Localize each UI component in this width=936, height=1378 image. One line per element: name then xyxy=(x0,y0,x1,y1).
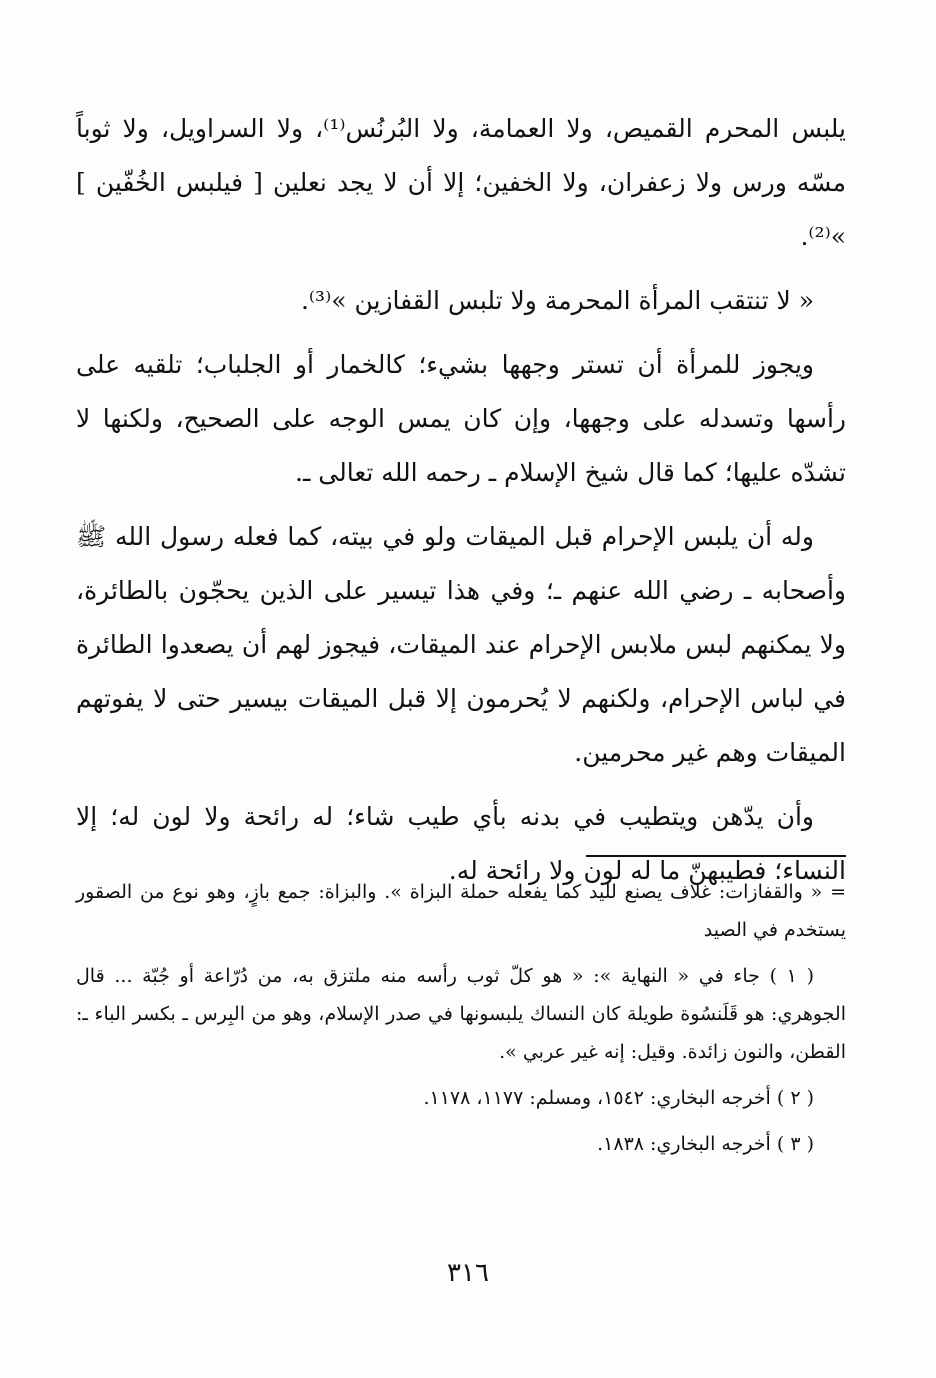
footnote-divider xyxy=(586,855,846,857)
paragraph-woman-niqab: « لا تنتقب المرأة المحرمة ولا تلبس القفازين »⁽³⁾. xyxy=(300,286,814,315)
footnote-continued: = « والقفازات: غلاف يصنع لليد كما يفعله حملة البزاة ». والبزاة: جمع بازٍ، وهو نوع من الصقور يستخدم في الصيد xyxy=(76,881,846,941)
paragraph-woman-cover-face: ويجوز للمرأة أن تستر وجهها بشيء؛ كالخمار أو الجلباب؛ تلقيه على رأسها وتسدله على وجهها، وإن كان يمس الوجه على الصحيح، ولكنها لا تشدّه عليها؛ كما قال شيخ الإسلام ـ رحمه الله تعالى ـ. xyxy=(76,350,846,487)
footnote-2: ( ٢ ) أخرجه البخاري: ١٥٤٢، ومسلم: ١١٧٧، ١١٧٨. xyxy=(423,1087,814,1109)
footnote-1: ( ١ ) جاء في « النهاية »: « هو كلّ ثوب رأسه منه ملتزق به، من دُرّاعة أو جُبّة ... قال الجوهري: هو قَلَنسُوة طويلة كان النساك يلبسونها في صدر الإسلام، وهو من البِرس ـ بكسر الباء ـ: القطن، والنون زائدة. وقيل: إنه غير عربي ». xyxy=(76,965,846,1063)
paragraph-ihram-before-miqat: وله أن يلبس الإحرام قبل الميقات ولو في بيته، كما فعله رسول الله ﷺ وأصحابه ـ رضي الله عنهم ـ؛ وفي هذا تيسير على الذين يحجّون بالطائرة، ولا يمكنهم لبس ملابس الإحرام عند الميقات، فيجوز لهم أن يصعدوا الطائرة في لباس الإحرام، ولكنهم لا يُحرمون إلا قبل الميقات بيسير حتى لا يفوتهم الميقات وهم غير محرمين. xyxy=(76,522,846,767)
footnotes xyxy=(76,873,846,1171)
page-number: ٣١٦ xyxy=(447,1258,489,1288)
paragraph-perfume: وأن يدّهن ويتطيب في بدنه بأي طيب شاء؛ له رائحة ولا لون له؛ إلا النساء؛ فطيبهنّ ما له لون ولا رائحة له. xyxy=(76,802,846,885)
paragraph-ihram-clothing: يلبس المحرم القميص، ولا العمامة، ولا البُرنُس⁽¹⁾، ولا السراويل، ولا ثوباً مسّه ورس ولا زعفران، ولا الخفين؛ إلا أن لا يجد نعلين [ فيلبس الخُفّين ] »⁽²⁾. xyxy=(76,114,846,251)
footnote-3: ( ٣ ) أخرجه البخاري: ١٨٣٨. xyxy=(597,1133,814,1155)
main-text xyxy=(76,102,846,908)
